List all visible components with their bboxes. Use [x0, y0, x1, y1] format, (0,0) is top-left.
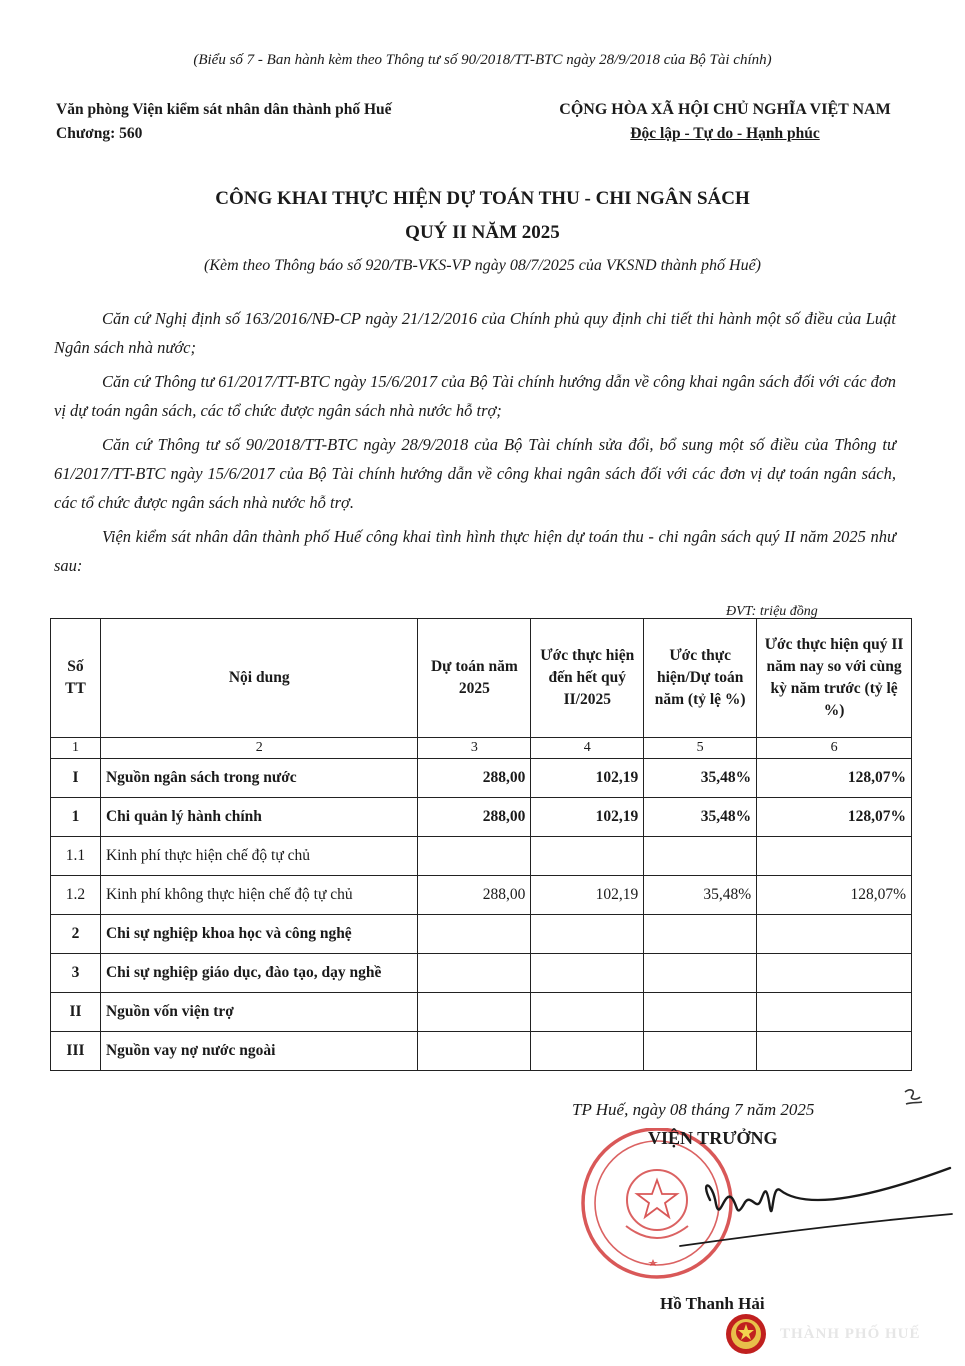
table-row [51, 915, 912, 954]
table-header-row [51, 619, 912, 738]
cell-content: Chi sự nghiệp giáo dục, đào tạo, dạy nghề [100, 954, 418, 993]
document-subtitle: (Kèm theo Thông báo số 920/TB-VKS-VP ngày 08/7/2025 của VKSND thành phố Huế) [204, 257, 761, 274]
table-row [51, 876, 912, 915]
signature-icon [640, 1160, 955, 1260]
cell-stt: 2 [51, 915, 101, 954]
column-number-row [51, 738, 912, 759]
table-row [51, 1032, 912, 1071]
national-motto: Độc lập - Tự do - Hạnh phúc [630, 125, 820, 142]
cell-ratio-prev: 128,07% [757, 798, 912, 837]
cell-stt: II [51, 993, 101, 1032]
table-row [51, 759, 912, 798]
place-date: TP Huế, ngày 08 tháng 7 năm 2025 [572, 1100, 815, 1119]
document-period: QUÝ II NĂM 2025 [405, 222, 560, 243]
cell-content: Kinh phí thực hiện chế độ tự chủ [100, 837, 418, 876]
cell-ratio-plan [644, 1032, 757, 1071]
document-title: CÔNG KHAI THỰC HIỆN DỰ TOÁN THU - CHI NGÂN SÁCH [215, 188, 750, 209]
cell-actual: 102,19 [531, 798, 644, 837]
table-row [51, 798, 912, 837]
table-row [51, 954, 912, 993]
agency-name: Văn phòng Viện kiểm sát nhân dân thành phố Huế [56, 101, 392, 118]
initial-mark-icon [900, 1086, 926, 1112]
cell-estimate [418, 1032, 531, 1071]
column-number: 5 [644, 738, 757, 759]
cell-ratio-plan: 35,48% [644, 759, 757, 798]
cell-stt: 1 [51, 798, 101, 837]
cell-ratio-plan [644, 837, 757, 876]
chapter-code: Chương: 560 [56, 125, 143, 142]
paragraph: Căn cứ Nghị định số 163/2016/NĐ-CP ngày 21/12/2016 của Chính phủ quy định chi tiết thi hành một số điều của Luật Ngân sách nhà nước; [54, 309, 896, 357]
cell-estimate: 288,00 [418, 798, 531, 837]
column-header: Dự toán năm 2025 [418, 619, 531, 738]
cell-estimate [418, 837, 531, 876]
cell-content: Nguồn ngân sách trong nước [100, 759, 418, 798]
national-header [520, 98, 930, 146]
cell-estimate [418, 993, 531, 1032]
unit-note: ĐVT: triệu đồng [726, 604, 818, 619]
column-number: 2 [100, 738, 418, 759]
country-name: CỘNG HÒA XÃ HỘI CHỦ NGHĨA VIỆT NAM [559, 101, 891, 118]
watermark-text: THÀNH PHỐ HUẾ [780, 1326, 921, 1342]
cell-ratio-plan [644, 915, 757, 954]
cell-ratio-prev [757, 837, 912, 876]
column-header: Số TT [51, 619, 101, 738]
signer-name: Hồ Thanh Hải [660, 1294, 765, 1313]
paragraph: Viện kiểm sát nhân dân thành phố Huế công khai tình hình thực hiện dự toán thu - chi ngân sách quý II năm 2025 như sau: [54, 527, 896, 575]
cell-actual [531, 993, 644, 1032]
signer-role: VIỆN TRƯỞNG [648, 1128, 778, 1148]
table-row [51, 993, 912, 1032]
table-body [51, 759, 912, 1071]
cell-actual [531, 1032, 644, 1071]
cell-stt: I [51, 759, 101, 798]
cell-ratio-prev: 128,07% [757, 759, 912, 798]
cell-actual [531, 954, 644, 993]
column-number: 3 [418, 738, 531, 759]
legal-basis [54, 304, 896, 585]
cell-content: Kinh phí không thực hiện chế độ tự chủ [100, 876, 418, 915]
paragraph: Căn cứ Thông tư 61/2017/TT-BTC ngày 15/6/2017 của Bộ Tài chính hướng dẫn về công khai ngân sách đối với các đơn vị dự toán ngân sách, các tổ chức được ngân sách nhà nước hỗ trợ; [54, 372, 896, 420]
cell-actual [531, 837, 644, 876]
national-emblem-icon [724, 1312, 768, 1356]
cell-ratio-prev: 128,07% [757, 876, 912, 915]
cell-estimate: 288,00 [418, 759, 531, 798]
cell-stt: 3 [51, 954, 101, 993]
cell-content: Nguồn vay nợ nước ngoài [100, 1032, 418, 1071]
paragraph: Căn cứ Thông tư số 90/2018/TT-BTC ngày 28/9/2018 của Bộ Tài chính sửa đổi, bổ sung một số điều của Thông tư 61/2017/TT-BTC ngày 15/6/2017 của Bộ Tài chính hướng dẫn về công khai ngân sách đối với các đơn vị dự toán ngân sách, các tổ chức được ngân sách nhà nước hỗ trợ. [54, 435, 896, 512]
column-number: 6 [757, 738, 912, 759]
budget-table [50, 618, 912, 1071]
cell-content: Chi quản lý hành chính [100, 798, 418, 837]
cell-content: Nguồn vốn viện trợ [100, 993, 418, 1032]
column-header: Ước thực hiện đến hết quý II/2025 [531, 619, 644, 738]
cell-stt: 1.1 [51, 837, 101, 876]
cell-estimate [418, 915, 531, 954]
cell-stt: 1.2 [51, 876, 101, 915]
column-number: 4 [531, 738, 644, 759]
cell-ratio-plan: 35,48% [644, 876, 757, 915]
column-header: Nội dung [100, 619, 418, 738]
column-number: 1 [51, 738, 101, 759]
table-row [51, 837, 912, 876]
agency-header [56, 98, 392, 146]
form-reference: (Biểu số 7 - Ban hành kèm theo Thông tư số 90/2018/TT-BTC ngày 28/9/2018 của Bộ Tài chính) [193, 52, 772, 68]
cell-ratio-plan [644, 993, 757, 1032]
cell-content: Chi sự nghiệp khoa học và công nghệ [100, 915, 418, 954]
column-header: Ước thực hiện/Dự toán năm (tỷ lệ %) [644, 619, 757, 738]
column-header: Ước thực hiện quý II năm nay so với cùng kỳ năm trước (tỷ lệ %) [757, 619, 912, 738]
cell-ratio-prev [757, 954, 912, 993]
cell-stt: III [51, 1032, 101, 1071]
cell-ratio-plan [644, 954, 757, 993]
cell-estimate: 288,00 [418, 876, 531, 915]
cell-actual: 102,19 [531, 759, 644, 798]
cell-ratio-plan: 35,48% [644, 798, 757, 837]
cell-estimate [418, 954, 531, 993]
cell-actual [531, 915, 644, 954]
cell-actual: 102,19 [531, 876, 644, 915]
cell-ratio-prev [757, 1032, 912, 1071]
cell-ratio-prev [757, 993, 912, 1032]
cell-ratio-prev [757, 915, 912, 954]
